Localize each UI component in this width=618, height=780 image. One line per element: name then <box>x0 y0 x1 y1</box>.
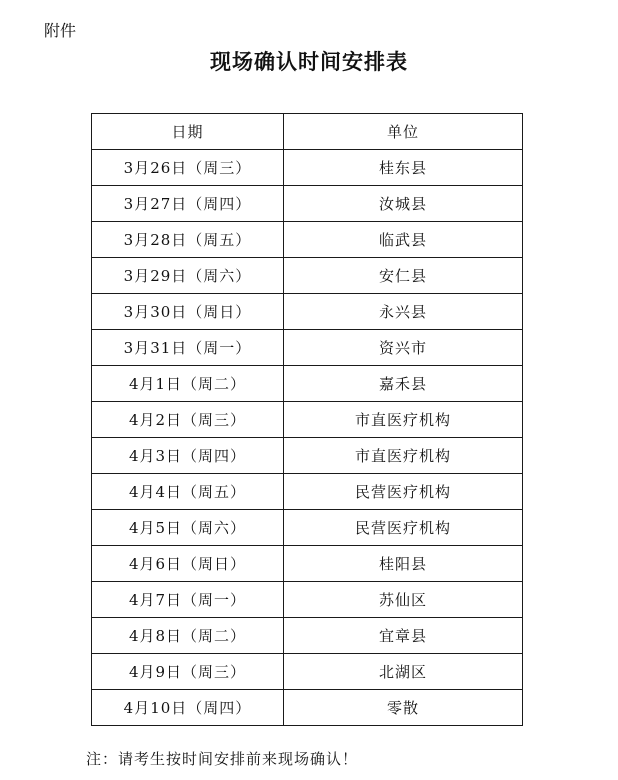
unit-cell: 宜章县 <box>284 618 523 654</box>
schedule-table <box>91 113 523 726</box>
table-row <box>92 294 523 330</box>
date-cell: 3月30日（周日） <box>92 294 284 330</box>
date-cell: 4月10日（周四） <box>92 690 284 726</box>
table-row <box>92 438 523 474</box>
date-cell: 4月2日（周三） <box>92 402 284 438</box>
table-row <box>92 510 523 546</box>
unit-cell: 苏仙区 <box>284 582 523 618</box>
unit-cell: 民营医疗机构 <box>284 474 523 510</box>
unit-cell: 零散 <box>284 690 523 726</box>
date-cell: 4月3日（周四） <box>92 438 284 474</box>
table-row <box>92 366 523 402</box>
table-row <box>92 474 523 510</box>
table-row <box>92 654 523 690</box>
date-cell: 3月27日（周四） <box>92 186 284 222</box>
unit-cell: 永兴县 <box>284 294 523 330</box>
page-title: 现场确认时间安排表 <box>210 50 408 74</box>
table-header-row <box>92 114 523 150</box>
unit-cell: 临武县 <box>284 222 523 258</box>
table-row <box>92 222 523 258</box>
date-cell: 3月31日（周一） <box>92 330 284 366</box>
unit-cell: 民营医疗机构 <box>284 510 523 546</box>
attachment-label: 附件 <box>44 21 77 40</box>
column-header-date: 日期 <box>92 114 284 150</box>
table-row <box>92 690 523 726</box>
unit-cell: 桂东县 <box>284 150 523 186</box>
unit-cell: 嘉禾县 <box>284 366 523 402</box>
table-row <box>92 258 523 294</box>
table-row <box>92 402 523 438</box>
column-header-unit: 单位 <box>284 114 523 150</box>
unit-cell: 桂阳县 <box>284 546 523 582</box>
date-cell: 3月28日（周五） <box>92 222 284 258</box>
unit-cell: 北湖区 <box>284 654 523 690</box>
table-row <box>92 150 523 186</box>
date-cell: 4月1日（周二） <box>92 366 284 402</box>
unit-cell: 安仁县 <box>284 258 523 294</box>
date-cell: 4月7日（周一） <box>92 582 284 618</box>
date-cell: 4月5日（周六） <box>92 510 284 546</box>
table-row <box>92 618 523 654</box>
table-row <box>92 582 523 618</box>
unit-cell: 汝城县 <box>284 186 523 222</box>
date-cell: 3月29日（周六） <box>92 258 284 294</box>
date-cell: 4月6日（周日） <box>92 546 284 582</box>
unit-cell: 市直医疗机构 <box>284 438 523 474</box>
date-cell: 4月4日（周五） <box>92 474 284 510</box>
table-row <box>92 546 523 582</box>
table-row <box>92 330 523 366</box>
date-cell: 3月26日（周三） <box>92 150 284 186</box>
table-row <box>92 186 523 222</box>
date-cell: 4月8日（周二） <box>92 618 284 654</box>
unit-cell: 资兴市 <box>284 330 523 366</box>
footnote: 注：请考生按时间安排前来现场确认！ <box>86 750 359 768</box>
date-cell: 4月9日（周三） <box>92 654 284 690</box>
unit-cell: 市直医疗机构 <box>284 402 523 438</box>
